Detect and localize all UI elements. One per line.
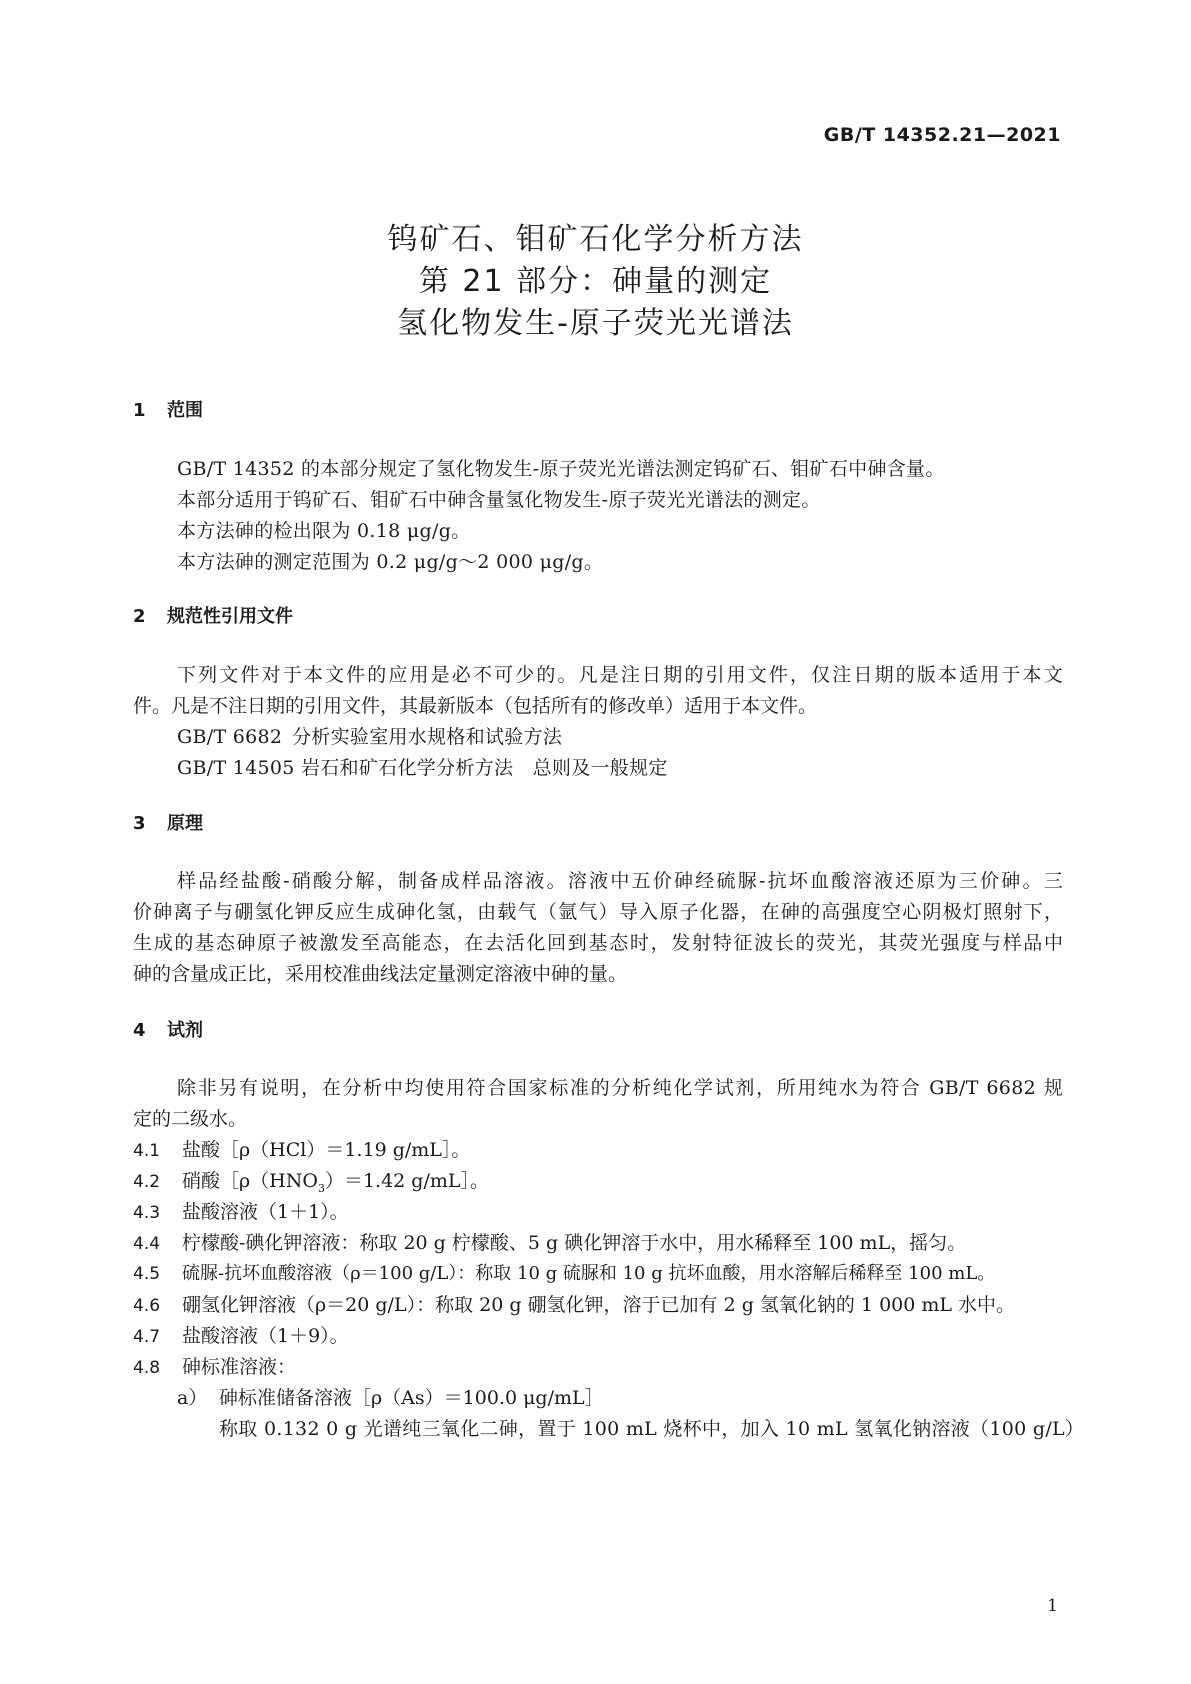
normative-reference: [177, 753, 668, 780]
item-text: 硝酸$[\rho(HNO_3)=1.42$ g/mL］。: [182, 1170, 489, 1195]
item-text: 盐酸溶液（1＋9）。: [182, 1325, 349, 1347]
item-text: 盐酸溶液（1＋1）。: [182, 1201, 349, 1223]
reference-code: GB/T 14505: [177, 757, 295, 779]
reference-title: 岩石和矿石化学分析方法 总则及一般规定: [301, 757, 668, 779]
item-text: 硫脲-抗坏血酸溶液（ρ＝100 g/L）：称取 10 g 硫脲和 10 g 抗坏血酸，用水溶解后稀释至 100 mL。: [182, 1263, 996, 1284]
section-1-heading: [133, 396, 203, 422]
item-number: 4.6: [133, 1296, 161, 1316]
reagent-item: [133, 1290, 1015, 1317]
reagent-item: [133, 1228, 966, 1255]
paragraph: 本方法砷的测定范围为 0.2 μg/g～2 000 μg/g。: [177, 551, 604, 573]
paragraph: 下列文件对于本文件的应用是必不可少的。凡是注日期的引用文件，仅注日期的版本适用于本文: [177, 664, 1063, 686]
paragraph-continued: 砷的含量成正比，采用校准曲线法定量测定溶液中砷的量。: [133, 963, 628, 985]
title-line-2: 第 21 部分：砷量的测定: [418, 264, 773, 299]
reagent-item: [133, 1197, 349, 1224]
reagent-item: [133, 1135, 470, 1162]
item-number: 4.7: [133, 1327, 161, 1347]
item-text: 盐酸［ρ（HCl）＝1.19 g/mL］。: [182, 1139, 471, 1161]
item-number: 4.4: [133, 1234, 161, 1254]
paragraph: 本部分适用于钨矿石、钼矿石中砷含量氢化物发生-原子荧光光谱法的测定。: [177, 489, 821, 511]
reference-title: 分析实验室用水规格和试验方法: [292, 726, 563, 748]
item-number: 4.8: [133, 1358, 161, 1378]
reagent-item: [133, 1352, 296, 1379]
section-3-heading: [133, 809, 203, 835]
item-number: 4.5: [133, 1264, 161, 1284]
sub-item-a: [177, 1383, 604, 1410]
section-4-heading: [133, 1016, 203, 1042]
sub-item-title: 砷标准储备溶液［ρ（As）＝100.0 μg/mL］: [219, 1387, 604, 1409]
normative-reference: [177, 722, 562, 749]
section-title: 范围: [167, 400, 203, 421]
paragraph-continued: 定的二级水。: [133, 1108, 248, 1130]
item-text: 柠檬酸-碘化钾溶液：称取 20 g 柠檬酸、5 g 碘化钾溶于水中，用水稀释至 100 mL，摇匀。: [182, 1232, 967, 1254]
section-number: 3: [133, 813, 146, 834]
item-text: 硼氢化钾溶液（ρ＝20 g/L）：称取 20 g 硼氢化钾，溶于已加有 2 g 氢氧化钠的 1 000 mL 水中。: [182, 1294, 1016, 1316]
section-2-heading: [133, 602, 293, 628]
paragraph: 本方法砷的检出限为 0.18 μg/g。: [177, 520, 471, 542]
reference-code: GB/T 6682: [177, 726, 283, 748]
paragraph-continued: 生成的基态砷原子被激发至高能态，在去活化回到基态时，发射特征波长的荧光，其荧光强度与样品中: [133, 932, 1063, 954]
item-number: 4.2: [133, 1172, 161, 1192]
section-title: 原理: [167, 813, 203, 834]
item-text: 砷标准溶液：: [182, 1356, 297, 1378]
title-line-1: 钨矿石、钼矿石化学分析方法: [387, 222, 804, 257]
reagent-item: [133, 1321, 349, 1348]
title-line-3: 氢化物发生-原子荧光光谱法: [397, 306, 794, 341]
page-number: 1: [1047, 1596, 1058, 1616]
section-title: 规范性引用文件: [167, 606, 293, 627]
section-number: 1: [133, 400, 146, 421]
paragraph: 除非另有说明，在分析中均使用符合国家标准的分析纯化学试剂，所用纯水为符合 GB/T 6682 规: [177, 1077, 1063, 1099]
reagent-item: [133, 1259, 995, 1285]
paragraph: GB/T 14352 的本部分规定了氢化物发生-原子荧光光谱法测定钨矿石、钼矿石中砷含量。: [177, 458, 945, 480]
sub-item-label: a）: [177, 1387, 208, 1409]
section-number: 4: [133, 1020, 146, 1041]
sub-item-body: 称取 0.132 0 g 光谱纯三氧化二砷，置于 100 mL 烧杯中，加入 10 mL 氢氧化钠溶液（100 g/L）: [219, 1418, 1085, 1440]
item-number: 4.3: [133, 1203, 161, 1223]
standard-number: GB/T 14352.21—2021: [823, 124, 1061, 146]
paragraph-continued: 件。凡是不注日期的引用文件，其最新版本（包括所有的修改单）适用于本文件。: [133, 695, 818, 717]
paragraph: 样品经盐酸-硝酸分解，制备成样品溶液。溶液中五价砷经硫脲-抗坏血酸溶液还原为三价砷。三: [177, 870, 1063, 892]
paragraph-continued: 价砷离子与硼氢化钾反应生成砷化氢，由载气（氩气）导入原子化器，在砷的高强度空心阴极灯照射下，: [133, 901, 1063, 923]
section-title: 试剂: [167, 1020, 203, 1041]
item-number: 4.1: [133, 1141, 161, 1161]
section-number: 2: [133, 606, 146, 627]
reagent-item: [133, 1166, 489, 1195]
